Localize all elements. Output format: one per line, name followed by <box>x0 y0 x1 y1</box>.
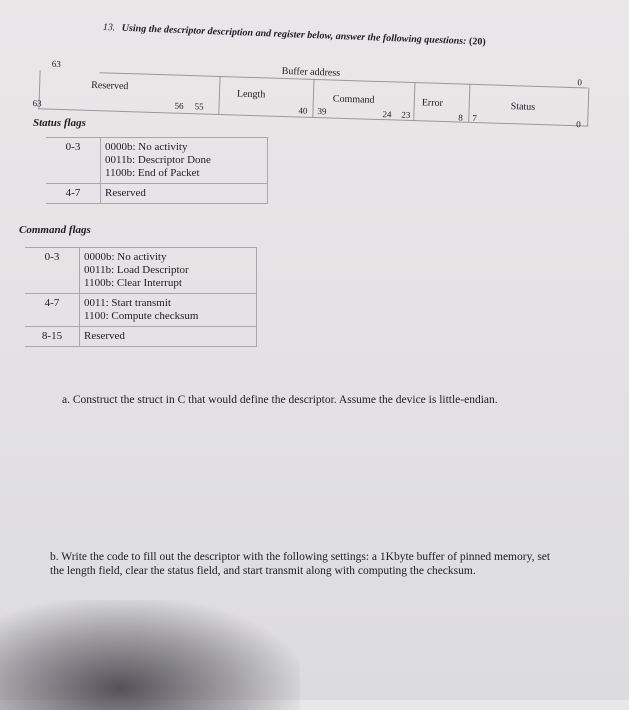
bit-56: 56 <box>174 100 184 111</box>
table-row <box>46 138 268 184</box>
question-points: (20) <box>468 36 486 48</box>
part-b <box>50 550 565 578</box>
command-value-line: 0011b: Load Descriptor <box>84 264 189 276</box>
bit-23: 23 <box>401 109 411 120</box>
table-row <box>46 184 268 204</box>
table-row <box>25 327 257 347</box>
part-b-label: b. <box>50 551 59 563</box>
table-row <box>25 248 257 294</box>
status-values-4-7 <box>101 184 268 204</box>
command-value-line: 0011: Start transmit <box>84 297 171 309</box>
field-command: Command <box>332 93 375 106</box>
question-title <box>103 22 486 48</box>
command-bits-0-3: 0-3 <box>25 248 80 294</box>
status-values-0-3 <box>101 138 268 184</box>
part-a <box>62 393 562 407</box>
part-b-text: Write the code to fill out the descriptor with the following settings: a 1Kbyte buffer of pinned memory, set the length field, clear the status field, and start transmit along with computing the checksum. <box>50 551 551 577</box>
bit-8: 8 <box>458 112 463 123</box>
command-value-line: 1100: Compute checksum <box>84 310 199 322</box>
command-values-0-3 <box>80 248 257 294</box>
status-bits-4-7: 4-7 <box>46 184 101 204</box>
table-row <box>25 294 257 327</box>
command-flags-table <box>25 247 257 347</box>
question-number: 13. <box>102 22 116 34</box>
bit-63: 63 <box>32 98 42 109</box>
bit-40: 40 <box>298 105 308 116</box>
part-a-text: Construct the struct in C that would define the descriptor. Assume the device is little-endian. <box>72 394 498 406</box>
buffer-address-field: Buffer address <box>281 65 341 79</box>
photo-shadow <box>0 600 300 710</box>
command-bits-4-7: 4-7 <box>25 294 80 327</box>
upper-bit-low: 0 <box>577 77 583 88</box>
bit-39: 39 <box>317 106 327 117</box>
command-value-line: Reserved <box>84 330 125 342</box>
field-status: Status <box>510 101 536 113</box>
status-value-line: 0011b: Descriptor Done <box>105 154 211 166</box>
bit-0: 0 <box>576 119 581 130</box>
part-a-label: a. <box>62 394 70 406</box>
command-value-line: 1100b: Clear Interrupt <box>84 277 182 289</box>
status-value-line: 0000b: No activity <box>105 141 188 153</box>
status-value-line: Reserved <box>105 187 146 199</box>
upper-bit-high: 63 <box>51 58 61 69</box>
field-error: Error <box>421 97 444 109</box>
command-values-8-15 <box>80 327 257 347</box>
field-reserved: Reserved <box>90 79 129 93</box>
bit-24: 24 <box>382 109 392 120</box>
question-text: Using the descriptor description and register below, answer the following questions: <box>121 22 467 47</box>
command-bits-8-15: 8-15 <box>25 327 80 347</box>
status-bits-0-3: 0-3 <box>46 138 101 184</box>
command-value-line: 0000b: No activity <box>84 251 167 263</box>
command-flags-heading: Command flags <box>19 224 91 236</box>
bit-55: 55 <box>194 101 204 112</box>
status-flags-heading: Status flags <box>33 117 86 129</box>
status-value-line: 1100b: End of Packet <box>105 167 200 179</box>
bit-7: 7 <box>472 112 477 124</box>
field-length: Length <box>236 88 266 101</box>
command-values-4-7 <box>80 294 257 327</box>
status-flags-table <box>46 137 268 204</box>
